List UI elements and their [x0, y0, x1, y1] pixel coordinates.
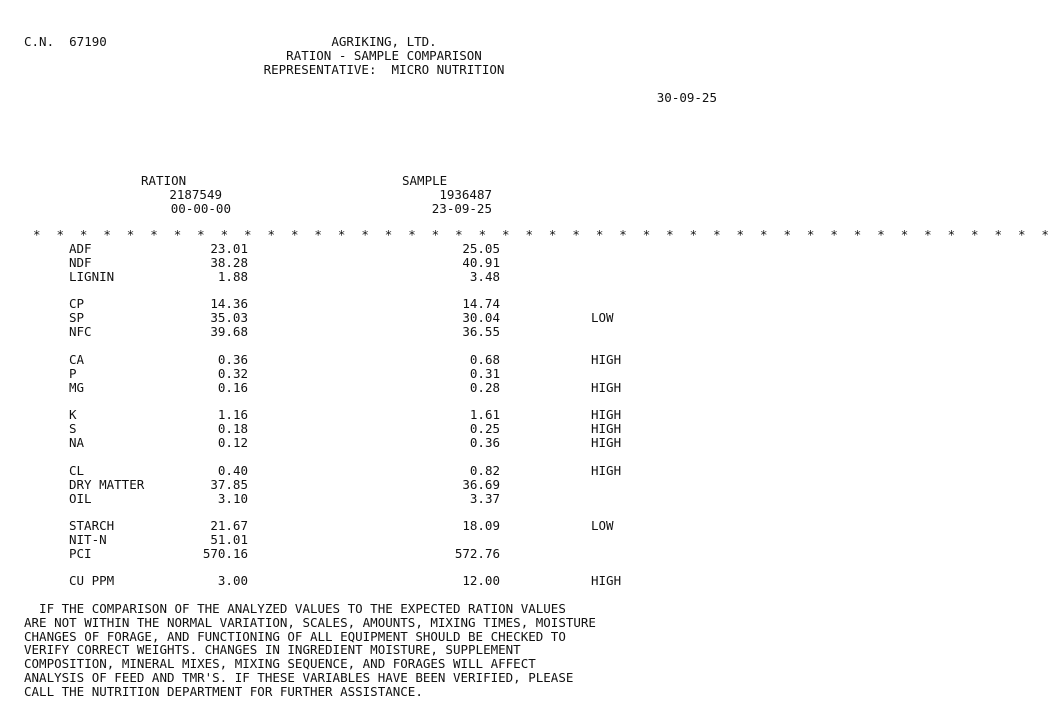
nutrient-name: ADF	[69, 241, 92, 256]
sample-value: 12.00	[462, 573, 500, 588]
ration-value: 21.67	[210, 518, 248, 533]
sample-value: 3.37	[469, 491, 500, 506]
sample-value: 14.74	[462, 296, 500, 311]
ration-value: 0.16	[217, 380, 248, 395]
disclaimer-line: ARE NOT WITHIN THE NORMAL VARIATION, SCALES, AMOUNTS, MIXING TIMES, MOISTURE	[24, 614, 596, 630]
disclaimer-line: IF THE COMPARISON OF THE ANALYZED VALUES TO THE EXPECTED RATION VALUES	[24, 601, 566, 616]
asterisk-separator: * * * * * * * * * * * * * * * * * * * * * * * * * * * * * * * * * * * * * * * * * * * *	[33, 227, 1053, 242]
ration-value: 0.12	[217, 435, 248, 450]
status-flag: HIGH	[591, 352, 622, 367]
nutrient-name: PCI	[69, 546, 92, 561]
sample-value: 36.55	[462, 324, 500, 339]
ration-value: 39.68	[210, 324, 248, 339]
ration-value: 14.36	[210, 296, 248, 311]
disclaimer-line: CALL THE NUTRITION DEPARTMENT FOR FURTHER ASSISTANCE.	[24, 683, 423, 699]
report-title: RATION - SAMPLE COMPARISON	[286, 48, 482, 63]
nutrient-name: P	[69, 366, 77, 381]
sample-value: 0.36	[469, 435, 500, 450]
customer-number: C.N. 67190	[24, 34, 107, 49]
sample-value: 1.61	[469, 407, 500, 422]
status-flag: LOW	[591, 518, 614, 533]
ration-value: 3.10	[217, 491, 248, 506]
status-flag: HIGH	[591, 407, 622, 422]
ration-value: 0.32	[217, 366, 248, 381]
nutrient-name: MG	[69, 380, 85, 395]
nutrient-name: K	[69, 407, 77, 422]
sample-value: 40.91	[462, 255, 500, 270]
ration-value: 0.18	[217, 421, 248, 436]
nutrient-name: STARCH	[69, 518, 115, 533]
ration-value: 1.88	[217, 269, 248, 284]
sample-value: 3.48	[469, 269, 500, 284]
nutrient-name: NDF	[69, 255, 92, 270]
company-name: AGRIKING, LTD.	[331, 34, 437, 49]
ration-value: 51.01	[210, 532, 248, 547]
disclaimer-line: COMPOSITION, MINERAL MIXES, MIXING SEQUENCE, AND FORAGES WILL AFFECT	[24, 656, 536, 672]
sample-column-label: SAMPLE	[402, 173, 448, 188]
nutrient-name: DRY MATTER	[69, 477, 145, 492]
nutrient-name: NFC	[69, 324, 92, 339]
report-date: 30-09-25	[656, 90, 717, 105]
ration-value: 0.40	[217, 463, 248, 478]
disclaimer-line: VERIFY CORRECT WEIGHTS. CHANGES IN INGREDIENT MOISTURE, SUPPLEMENT	[24, 642, 521, 658]
sample-value: 572.76	[454, 546, 500, 561]
sample-date: 23-09-25	[431, 201, 492, 216]
representative-line: REPRESENTATIVE: MICRO NUTRITION	[263, 62, 505, 77]
ration-column-label: RATION	[141, 173, 187, 188]
disclaimer-line: CHANGES OF FORAGE, AND FUNCTIONING OF ALL EQUIPMENT SHOULD BE CHECKED TO	[24, 628, 566, 644]
status-flag: HIGH	[591, 421, 622, 436]
ration-value: 570.16	[202, 546, 248, 561]
ration-id: 2187549	[169, 187, 222, 202]
ration-value: 23.01	[210, 241, 248, 256]
status-flag: HIGH	[591, 435, 622, 450]
disclaimer-line: ANALYSIS OF FEED AND TMR'S. IF THESE VARIABLES HAVE BEEN VERIFIED, PLEASE	[24, 669, 574, 685]
ration-value: 0.36	[217, 352, 248, 367]
sample-id: 1936487	[439, 187, 492, 202]
sample-value: 18.09	[462, 518, 500, 533]
nutrient-name: S	[69, 421, 77, 436]
sample-value: 30.04	[462, 310, 500, 325]
disclaimer-paragraph	[24, 602, 744, 699]
nutrient-name: SP	[69, 310, 85, 325]
sample-value: 0.28	[469, 380, 500, 395]
status-flag: LOW	[591, 310, 614, 325]
nutrient-name: NIT-N	[69, 532, 107, 547]
sample-value: 0.31	[469, 366, 500, 381]
nutrient-name: OIL	[69, 491, 92, 506]
status-flag: HIGH	[591, 463, 622, 478]
nutrient-name: CP	[69, 296, 85, 311]
sample-value: 25.05	[462, 241, 500, 256]
nutrient-name: CA	[69, 352, 85, 367]
status-flag: HIGH	[591, 380, 622, 395]
ration-value: 38.28	[210, 255, 248, 270]
ration-value: 3.00	[217, 573, 248, 588]
sample-value: 0.82	[469, 463, 500, 478]
sample-value: 0.25	[469, 421, 500, 436]
sample-value: 0.68	[469, 352, 500, 367]
nutrient-name: CU PPM	[69, 573, 115, 588]
ration-date: 00-00-00	[170, 201, 231, 216]
status-flag: HIGH	[591, 573, 622, 588]
nutrient-name: NA	[69, 435, 85, 450]
nutrient-name: CL	[69, 463, 85, 478]
sample-value: 36.69	[462, 477, 500, 492]
ration-value: 1.16	[217, 407, 248, 422]
nutrient-name: LIGNIN	[69, 269, 115, 284]
ration-value: 35.03	[210, 310, 248, 325]
ration-value: 37.85	[210, 477, 248, 492]
